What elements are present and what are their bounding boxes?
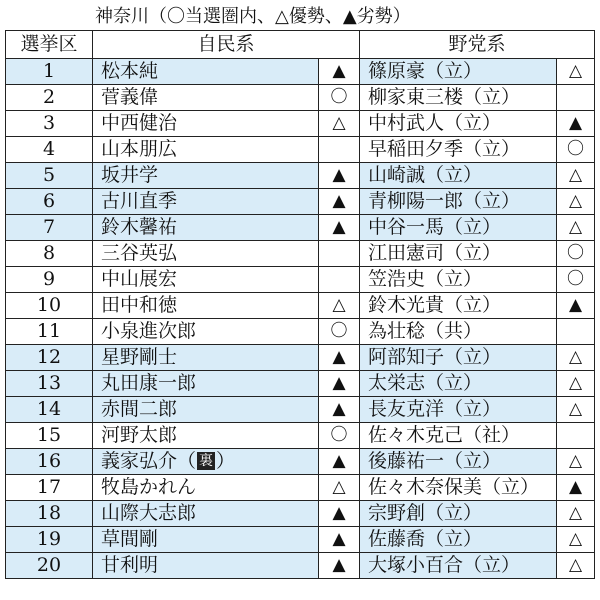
district-number: 14 xyxy=(6,397,93,423)
opposition-candidate: 鈴木光貴（立） xyxy=(360,293,557,319)
ldp-candidate: 三谷英弘 xyxy=(93,241,319,267)
ldp-status-mark: ▲ xyxy=(319,449,360,475)
ldp-candidate: 義家弘介（ 裏 ） xyxy=(93,449,319,475)
table-row xyxy=(6,553,595,579)
district-number: 3 xyxy=(6,111,93,137)
ldp-status-mark: ▲ xyxy=(319,163,360,189)
table-row xyxy=(6,423,595,449)
opposition-candidate: 宗野創（立） xyxy=(360,501,557,527)
opposition-status-mark: △ xyxy=(557,59,595,85)
table-row xyxy=(6,85,595,111)
ldp-candidate: 星野剛士 xyxy=(93,345,319,371)
table-row xyxy=(6,397,595,423)
table-row xyxy=(6,59,595,85)
opposition-candidate: 太栄志（立） xyxy=(360,371,557,397)
ldp-status-mark: △ xyxy=(319,111,360,137)
opposition-candidate: 中村武人（立） xyxy=(360,111,557,137)
ldp-candidate: 古川直季 xyxy=(93,189,319,215)
header-district: 選挙区 xyxy=(6,31,93,59)
table-row xyxy=(6,319,595,345)
ldp-candidate: 草間剛 xyxy=(93,527,319,553)
district-number: 18 xyxy=(6,501,93,527)
district-number: 12 xyxy=(6,345,93,371)
district-number: 11 xyxy=(6,319,93,345)
opposition-candidate: 江田憲司（立） xyxy=(360,241,557,267)
district-number: 4 xyxy=(6,137,93,163)
opposition-status-mark: △ xyxy=(557,527,595,553)
opposition-candidate: 阿部知子（立） xyxy=(360,345,557,371)
district-number: 13 xyxy=(6,371,93,397)
opposition-status-mark: 〇 xyxy=(557,137,595,163)
district-number: 20 xyxy=(6,553,93,579)
opposition-candidate: 佐々木克己（社） xyxy=(360,423,557,449)
opposition-status-mark xyxy=(557,319,595,345)
ldp-candidate: 菅義偉 xyxy=(93,85,319,111)
opposition-status-mark: △ xyxy=(557,397,595,423)
district-number: 9 xyxy=(6,267,93,293)
opposition-candidate: 山崎誠（立） xyxy=(360,163,557,189)
table-row xyxy=(6,241,595,267)
header-opposition: 野党系 xyxy=(360,31,595,59)
opposition-status-mark: △ xyxy=(557,501,595,527)
ldp-status-mark: 〇 xyxy=(319,85,360,111)
opposition-candidate: 青柳陽一郎（立） xyxy=(360,189,557,215)
table-row xyxy=(6,501,595,527)
ura-badge: 裏 xyxy=(199,453,214,469)
opposition-status-mark: ▲ xyxy=(557,111,595,137)
table-row xyxy=(6,345,595,371)
district-number: 15 xyxy=(6,423,93,449)
opposition-candidate: 柳家東三楼（立） xyxy=(360,85,557,111)
ldp-candidate: 牧島かれん xyxy=(93,475,319,501)
ldp-candidate: 山本朋広 xyxy=(93,137,319,163)
opposition-status-mark: △ xyxy=(557,345,595,371)
ldp-candidate: 山際大志郎 xyxy=(93,501,319,527)
opposition-candidate: 早稲田夕季（立） xyxy=(360,137,557,163)
table-row xyxy=(6,527,595,553)
ldp-candidate: 河野太郎 xyxy=(93,423,319,449)
opposition-status-mark: △ xyxy=(557,215,595,241)
ldp-status-mark: △ xyxy=(319,475,360,501)
district-number: 8 xyxy=(6,241,93,267)
ldp-candidate: 甘利明 xyxy=(93,553,319,579)
opposition-candidate: 為壮稔（共） xyxy=(360,319,557,345)
ldp-candidate: 赤間二郎 xyxy=(93,397,319,423)
ldp-candidate: 小泉進次郎 xyxy=(93,319,319,345)
ldp-status-mark: ▲ xyxy=(319,345,360,371)
header-ldp: 自民系 xyxy=(93,31,360,59)
table-row xyxy=(6,371,595,397)
ldp-candidate: 松本純 xyxy=(93,59,319,85)
ldp-candidate: 中西健治 xyxy=(93,111,319,137)
opposition-status-mark: △ xyxy=(557,449,595,475)
ldp-status-mark xyxy=(319,137,360,163)
opposition-status-mark: 〇 xyxy=(557,241,595,267)
opposition-status-mark: ▲ xyxy=(557,475,595,501)
ldp-status-mark: △ xyxy=(319,293,360,319)
opposition-status-mark: △ xyxy=(557,189,595,215)
ldp-status-mark: ▲ xyxy=(319,527,360,553)
ldp-candidate: 丸田康一郎 xyxy=(93,371,319,397)
opposition-candidate: 佐藤喬（立） xyxy=(360,527,557,553)
district-number: 19 xyxy=(6,527,93,553)
district-number: 5 xyxy=(6,163,93,189)
district-number: 2 xyxy=(6,85,93,111)
ldp-status-mark xyxy=(319,267,360,293)
table-row xyxy=(6,189,595,215)
ldp-status-mark: ▲ xyxy=(319,189,360,215)
ldp-status-mark: ▲ xyxy=(319,371,360,397)
opposition-status-mark: 〇 xyxy=(557,267,595,293)
district-number: 10 xyxy=(6,293,93,319)
opposition-status-mark: △ xyxy=(557,553,595,579)
ldp-candidate-name: 義家弘介 xyxy=(101,450,178,472)
table-row xyxy=(6,137,595,163)
page-title: 神奈川（〇当選圏内、△優勢、▲劣勢） xyxy=(95,6,411,27)
ldp-candidate: 田中和徳 xyxy=(93,293,319,319)
table-row xyxy=(6,163,595,189)
opposition-status-mark: △ xyxy=(557,371,595,397)
ldp-status-mark: 〇 xyxy=(319,423,360,449)
ldp-status-mark: ▲ xyxy=(319,501,360,527)
opposition-status-mark: ▲ xyxy=(557,293,595,319)
opposition-status-mark xyxy=(557,85,595,111)
ldp-candidate: 鈴木馨祐 xyxy=(93,215,319,241)
opposition-candidate: 笠浩史（立） xyxy=(360,267,557,293)
district-number: 6 xyxy=(6,189,93,215)
table-row xyxy=(6,293,595,319)
opposition-status-mark: △ xyxy=(557,163,595,189)
opposition-candidate: 長友克洋（立） xyxy=(360,397,557,423)
table-row xyxy=(6,267,595,293)
ldp-status-mark: ▲ xyxy=(319,215,360,241)
ldp-status-mark: 〇 xyxy=(319,319,360,345)
table-row xyxy=(6,449,595,475)
table-row xyxy=(6,111,595,137)
district-number: 16 xyxy=(6,449,93,475)
ldp-status-mark xyxy=(319,241,360,267)
ldp-status-mark: ▲ xyxy=(319,397,360,423)
district-number: 7 xyxy=(6,215,93,241)
opposition-status-mark xyxy=(557,423,595,449)
ldp-status-mark: ▲ xyxy=(319,59,360,85)
ldp-candidate: 坂井学 xyxy=(93,163,319,189)
opposition-candidate: 大塚小百合（立） xyxy=(360,553,557,579)
ldp-status-mark: ▲ xyxy=(319,553,360,579)
opposition-candidate: 佐々木奈保美（立） xyxy=(360,475,557,501)
table-row xyxy=(6,475,595,501)
election-table xyxy=(5,30,595,579)
district-number: 17 xyxy=(6,475,93,501)
table-row xyxy=(6,215,595,241)
header-row xyxy=(6,31,595,59)
opposition-candidate: 中谷一馬（立） xyxy=(360,215,557,241)
ldp-candidate: 中山展宏 xyxy=(93,267,319,293)
opposition-candidate: 篠原豪（立） xyxy=(360,59,557,85)
opposition-candidate: 後藤祐一（立） xyxy=(360,449,557,475)
district-number: 1 xyxy=(6,59,93,85)
